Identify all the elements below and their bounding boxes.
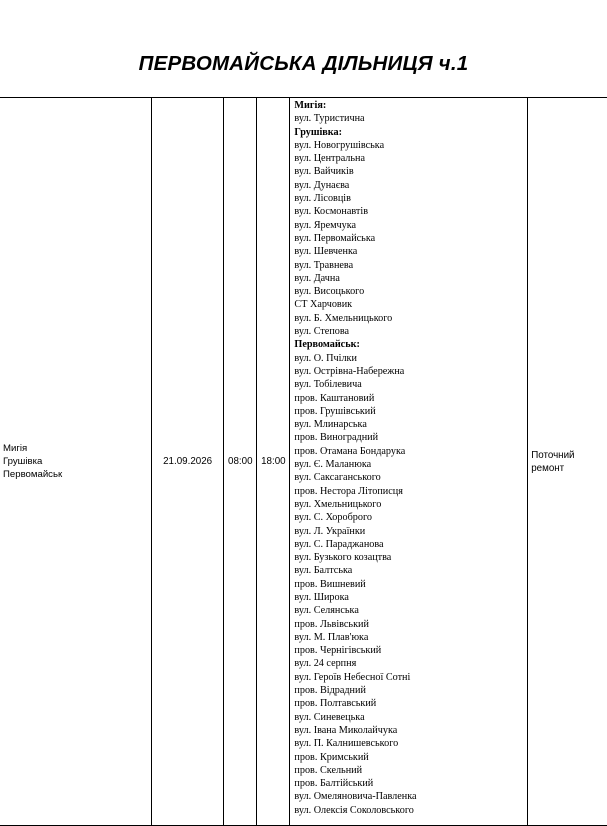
- street-item: вул. Травнева: [294, 259, 354, 271]
- street-item: вул. Івана Миколайчука: [294, 724, 398, 736]
- street-item: вул. Б. Хмельницького: [294, 312, 393, 324]
- outage-schedule-table: [0, 97, 607, 826]
- settlement-name: Мигія: [3, 442, 28, 454]
- street-item: вул. Висоцького: [294, 286, 365, 298]
- street-item: пров. Отамана Бондарука: [294, 445, 406, 457]
- street-item: пров. Кримський: [294, 751, 369, 763]
- street-item: вул. Героїв Небесної Сотні: [294, 671, 411, 683]
- street-item: вул. Тобілевича: [294, 379, 362, 391]
- street-item: пров. Львівський: [294, 618, 369, 630]
- end-time-cell: 18:00: [257, 98, 290, 826]
- street-item: пров. Виноградний: [294, 432, 379, 444]
- settlement-name: Грушівка: [3, 455, 43, 467]
- street-item: вул. Дачна: [294, 272, 340, 284]
- street-item: вул. Саксаганського: [294, 472, 381, 484]
- street-item: вул. Балтська: [294, 565, 353, 577]
- street-item: вул. Лісовців: [294, 193, 351, 205]
- street-item: вул. Яремчука: [294, 219, 357, 231]
- streets-cell: [290, 98, 528, 826]
- street-item: вул. Омеляновича-Павленка: [294, 791, 417, 803]
- settlements-cell: [0, 98, 151, 826]
- street-item: вул. Млинарська: [294, 419, 367, 431]
- street-item: вул. Острівна-Набережна: [294, 365, 405, 377]
- street-item: вул. Синевецька: [294, 711, 365, 723]
- street-item: вул. Вайчиків: [294, 166, 354, 178]
- street-item: вул. Селянська: [294, 605, 359, 617]
- street-item: вул. Туристична: [294, 113, 365, 125]
- street-item: вул. П. Калнишевського: [294, 738, 399, 750]
- settlement-heading: Первомайськ:: [294, 339, 360, 351]
- street-item: пров. Нестора Літописця: [294, 485, 403, 497]
- street-item: вул. Широка: [294, 591, 349, 603]
- street-list: [294, 99, 527, 817]
- street-item: вул. Бузького козацтва: [294, 552, 392, 564]
- settlement-name: Первомайськ: [3, 469, 63, 481]
- street-item: вул. Олексія Соколовського: [294, 804, 414, 816]
- street-item: вул. Дунаєва: [294, 179, 350, 191]
- street-item: вул. Хмельницького: [294, 498, 382, 510]
- street-item: пров. Балтійський: [294, 778, 374, 790]
- street-item: вул. С. Хороброго: [294, 512, 372, 524]
- street-item: СТ Харчовик: [294, 299, 353, 311]
- street-item: вул. 24 серпня: [294, 658, 357, 670]
- street-item: пров. Вишневий: [294, 578, 366, 590]
- street-item: пров. Каштановий: [294, 392, 375, 404]
- work-type-cell: [528, 98, 607, 826]
- street-item: вул. С. Параджанова: [294, 538, 384, 550]
- street-item: пров. Відрадний: [294, 685, 366, 697]
- street-item: пров. Чернігівський: [294, 645, 382, 657]
- settlement-heading: Мигія:: [294, 100, 327, 111]
- street-item: пров. Грушівський: [294, 405, 376, 417]
- street-item: вул. Степова: [294, 326, 350, 338]
- street-item: вул. Центральна: [294, 153, 366, 165]
- street-item: вул. Є. Маланюка: [294, 459, 372, 471]
- street-item: вул. Л. Українки: [294, 525, 366, 537]
- settlement-heading: Грушівка:: [294, 126, 343, 138]
- street-item: пров. Скельний: [294, 764, 363, 776]
- street-item: вул. Космонавтів: [294, 206, 369, 218]
- street-item: вул. О. Пчілки: [294, 352, 357, 364]
- date-cell: 21.09.2026: [151, 98, 223, 826]
- work-type-line: ремонт: [531, 462, 565, 474]
- start-time-cell: 08:00: [224, 98, 257, 826]
- page-title: ПЕРВОМАЙСЬКА ДІЛЬНИЦЯ ч.1: [138, 52, 469, 75]
- table-row: [0, 98, 607, 826]
- street-item: вул. Первомайська: [294, 232, 376, 244]
- work-type-line: Поточний: [531, 449, 575, 461]
- street-item: вул. М. Плав'юка: [294, 631, 369, 643]
- street-item: пров. Полтавський: [294, 698, 377, 710]
- street-item: вул. Шевченка: [294, 246, 358, 258]
- street-item: вул. Новогрушівська: [294, 139, 385, 151]
